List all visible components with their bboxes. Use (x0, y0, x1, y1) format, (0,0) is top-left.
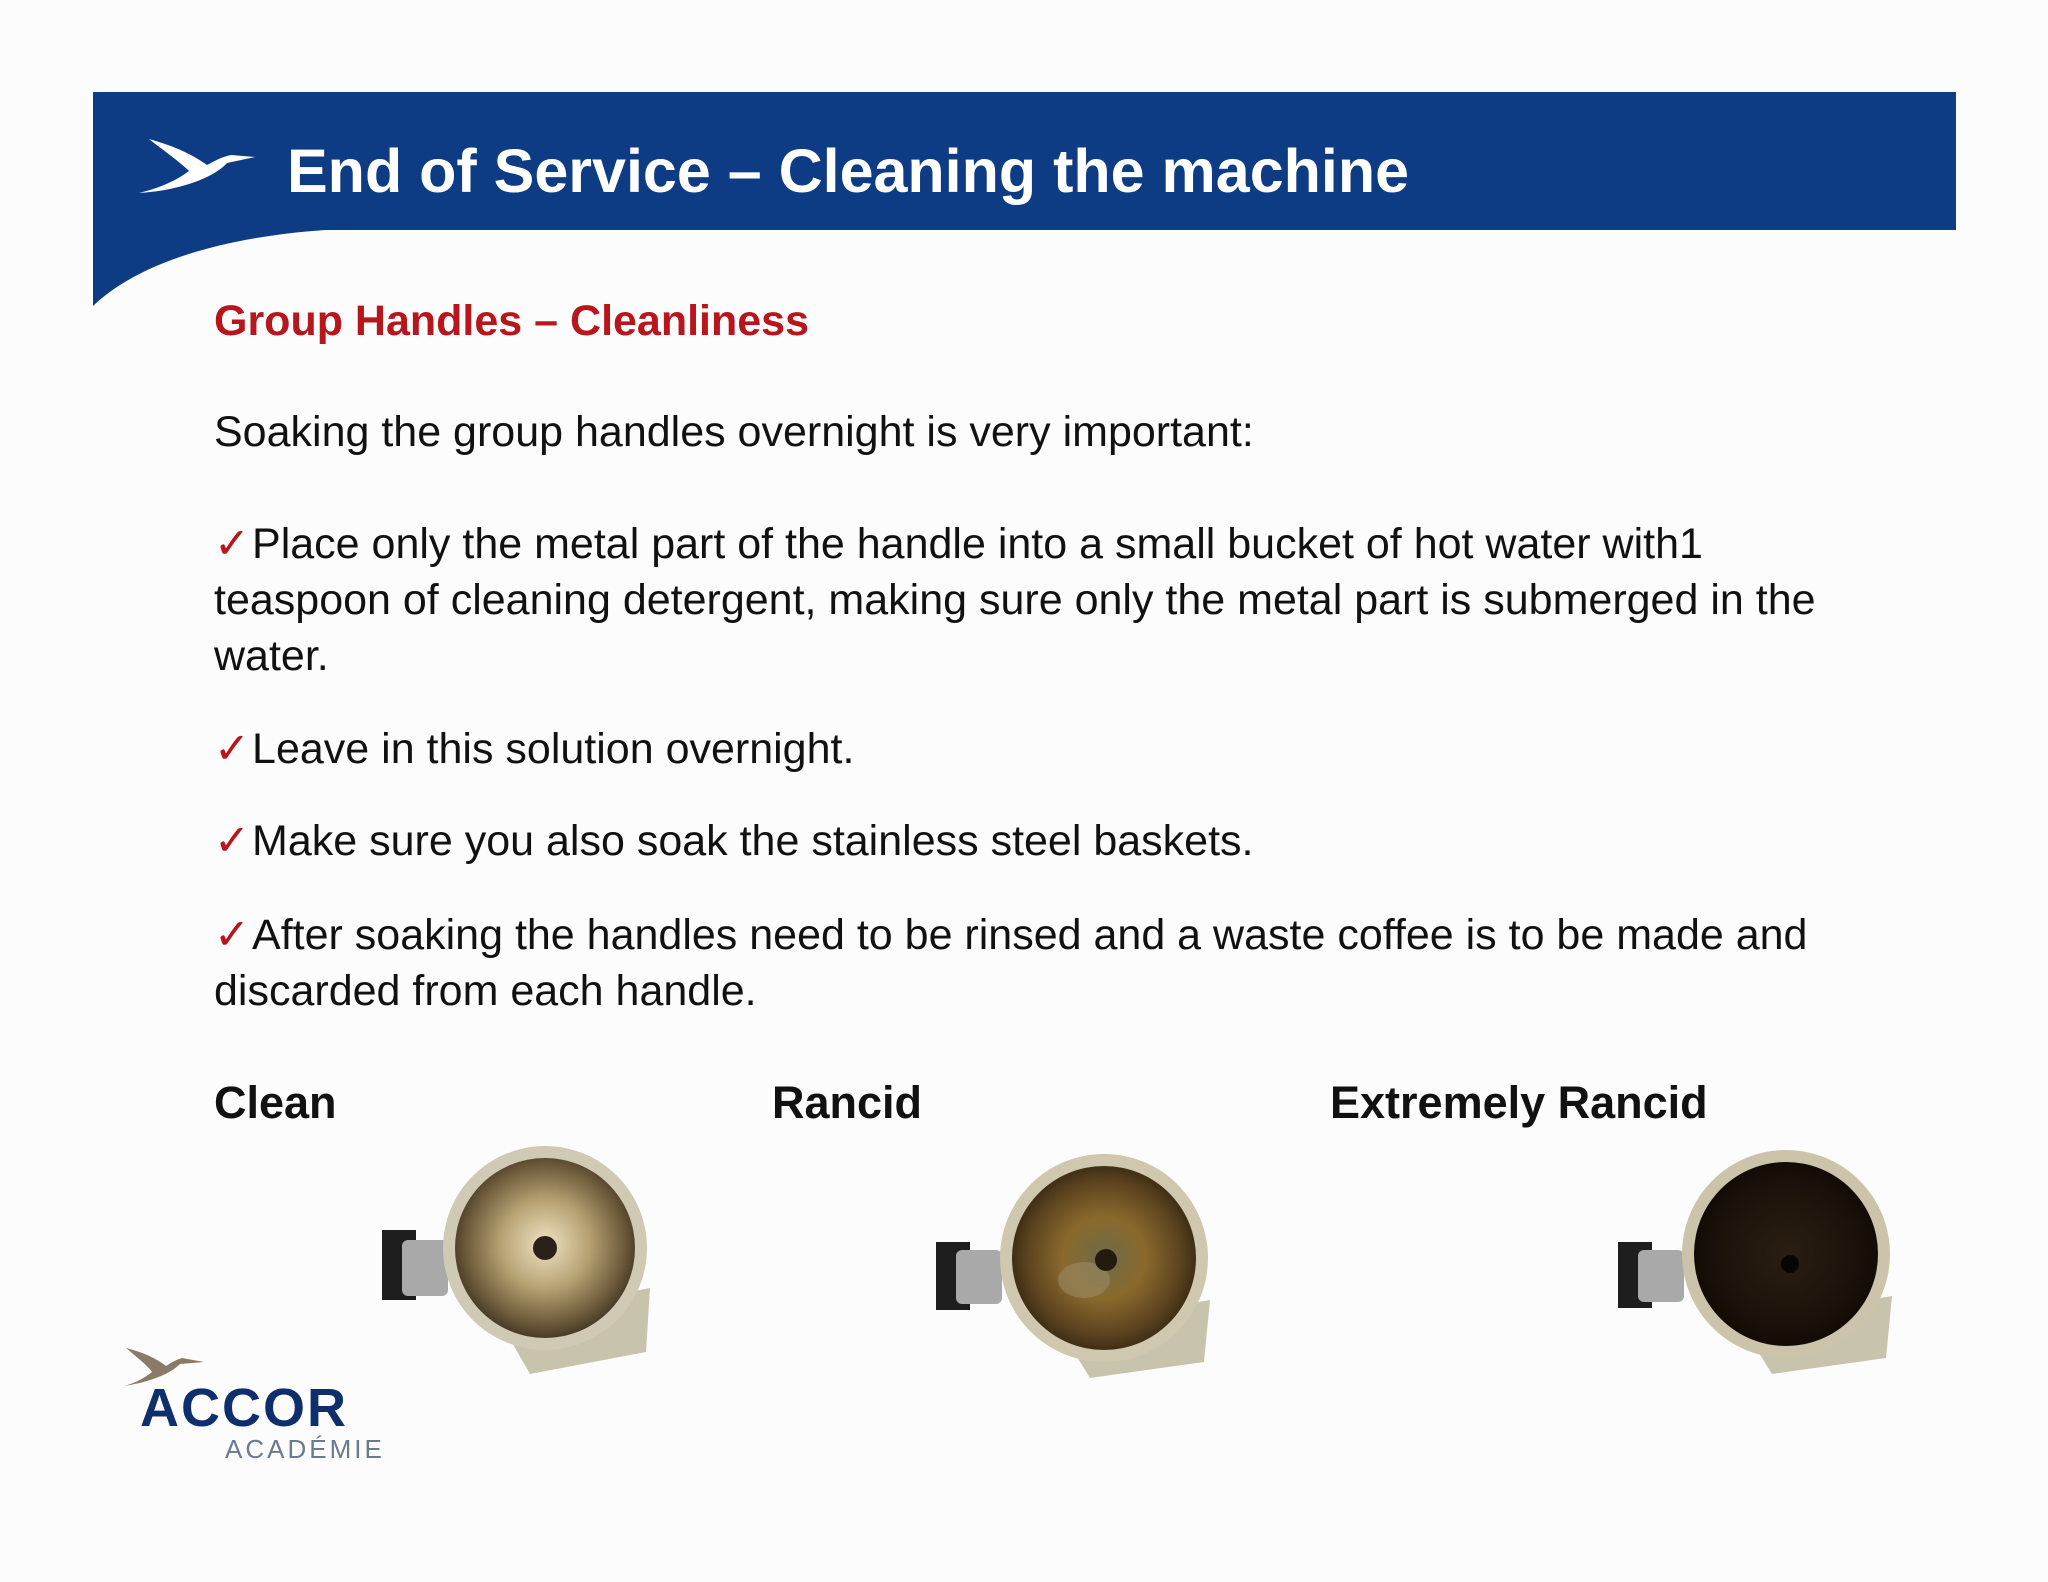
intro-text: Soaking the group handles overnight is very important: (214, 408, 1254, 456)
bullet-item (214, 516, 1854, 684)
extremely-rancid-group-handle-photo (1616, 1130, 1906, 1380)
bullet-item (214, 721, 1854, 777)
bullet-item (214, 813, 1854, 869)
checkmark-icon: ✓ (214, 520, 251, 568)
rancid-group-handle-photo (934, 1130, 1224, 1380)
section-subtitle: Group Handles – Cleanliness (214, 297, 810, 345)
checkmark-icon: ✓ (214, 725, 251, 773)
page-title: End of Service – Cleaning the machine (287, 137, 1410, 205)
checkmark-icon: ✓ (214, 817, 251, 865)
label-clean: Clean (214, 1077, 337, 1128)
checkmark-icon: ✓ (214, 911, 251, 959)
label-extremely-rancid: Extremely Rancid (1330, 1077, 1708, 1128)
logo-subtitle: ACADÉMIE (225, 1434, 385, 1464)
bird-icon (135, 135, 260, 197)
bullet-item (214, 907, 1854, 1019)
logo-wordmark: ACCOR (140, 1378, 348, 1438)
bullet-text: Leave in this solution overnight. (252, 725, 855, 773)
clean-group-handle-photo (380, 1130, 670, 1380)
bullet-text: Place only the metal part of the handle into a small bucket of hot water with1 teaspoon of cleaning detergent, making sure only the metal part is submerged in the water. (214, 520, 1816, 680)
bullet-text: Make sure you also soak the stainless steel baskets. (252, 817, 1254, 865)
label-rancid: Rancid (772, 1077, 923, 1128)
bullet-text: After soaking the handles need to be rinsed and a waste coffee is to be made and discarded from each handle. (214, 911, 1808, 1015)
